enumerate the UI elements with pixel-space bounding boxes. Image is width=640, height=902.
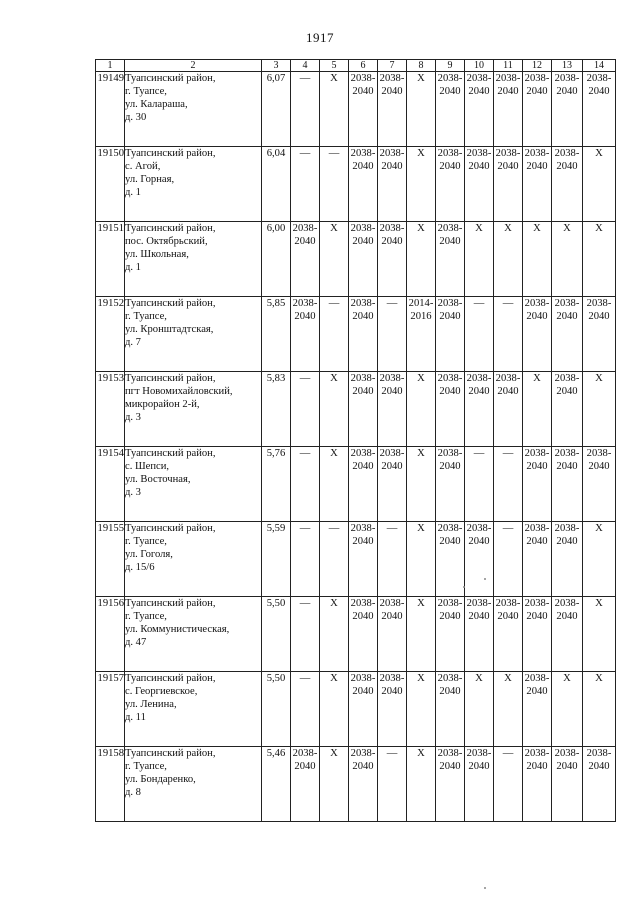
value-cell: 2038- 2040 xyxy=(378,372,407,447)
cost-cell: 5,59 xyxy=(262,522,291,597)
address-line: Туапсинский район, xyxy=(125,448,216,459)
value-cell: — xyxy=(291,72,320,147)
value-cell: 2038- 2040 xyxy=(552,297,583,372)
value-cell: — xyxy=(378,297,407,372)
address-line: Туапсинский район, xyxy=(125,373,216,384)
value-cell: 2038- 2040 xyxy=(436,672,465,747)
value-cell: X xyxy=(465,222,494,297)
address-cell xyxy=(125,447,262,522)
address-line: г. Туапсе, xyxy=(125,311,167,322)
address-cell xyxy=(125,222,262,297)
value-cell: — xyxy=(291,522,320,597)
scan-speck xyxy=(484,578,486,580)
value-cell: X xyxy=(407,447,436,522)
value-cell: 2038- 2040 xyxy=(523,447,552,522)
row-number: 19157 xyxy=(96,672,125,747)
column-header: 12 xyxy=(523,60,552,72)
address-line: д. 7 xyxy=(125,337,141,348)
value-cell: 2038- 2040 xyxy=(465,72,494,147)
cost-cell: 5,85 xyxy=(262,297,291,372)
address-cell xyxy=(125,372,262,447)
value-cell: 2038- 2040 xyxy=(465,747,494,822)
address-line: д. 47 xyxy=(125,637,147,648)
column-header: 6 xyxy=(349,60,378,72)
value-cell: 2014- 2016 xyxy=(407,297,436,372)
value-cell: 2038- 2040 xyxy=(378,72,407,147)
value-cell: 2038- 2040 xyxy=(552,147,583,222)
row-number: 19154 xyxy=(96,447,125,522)
value-cell: X xyxy=(583,597,616,672)
address-line: микрорайон 2-й, xyxy=(125,399,200,410)
value-cell: 2038- 2040 xyxy=(349,597,378,672)
value-cell: X xyxy=(583,372,616,447)
table-row xyxy=(96,297,616,372)
value-cell: X xyxy=(494,222,523,297)
address-line: д. 11 xyxy=(125,712,146,723)
value-cell: — xyxy=(320,297,349,372)
value-cell: 2038- 2040 xyxy=(436,522,465,597)
cost-cell: 5,76 xyxy=(262,447,291,522)
value-cell: X xyxy=(407,372,436,447)
value-cell: 2038- 2040 xyxy=(523,522,552,597)
address-line: г. Туапсе, xyxy=(125,86,167,97)
column-header: 9 xyxy=(436,60,465,72)
value-cell: 2038- 2040 xyxy=(349,522,378,597)
row-number: 19149 xyxy=(96,72,125,147)
value-cell: 2038- 2040 xyxy=(378,672,407,747)
value-cell: 2038- 2040 xyxy=(291,222,320,297)
value-cell: — xyxy=(378,747,407,822)
table-row xyxy=(96,672,616,747)
value-cell: 2038- 2040 xyxy=(436,147,465,222)
address-cell xyxy=(125,72,262,147)
address-line: д. 3 xyxy=(125,487,141,498)
value-cell: X xyxy=(583,522,616,597)
cost-cell: 5,50 xyxy=(262,597,291,672)
table-row xyxy=(96,72,616,147)
value-cell: 2038- 2040 xyxy=(378,147,407,222)
column-header: 14 xyxy=(583,60,616,72)
value-cell: 2038- 2040 xyxy=(436,747,465,822)
address-line: ул. Кронштадтская, xyxy=(125,324,214,335)
value-cell: X xyxy=(523,222,552,297)
address-line: Туапсинский район, xyxy=(125,223,216,234)
value-cell: 2038- 2040 xyxy=(349,297,378,372)
address-line: ул. Школьная, xyxy=(125,249,189,260)
value-cell: X xyxy=(407,747,436,822)
address-line: ул. Бондаренко, xyxy=(125,774,196,785)
column-header: 2 xyxy=(125,60,262,72)
value-cell: — xyxy=(465,297,494,372)
address-line: с. Георгиевское, xyxy=(125,686,198,697)
value-cell: 2038- 2040 xyxy=(494,597,523,672)
address-line: с. Агой, xyxy=(125,161,161,172)
value-cell: 2038- 2040 xyxy=(465,597,494,672)
value-cell: 2038- 2040 xyxy=(436,597,465,672)
column-header: 13 xyxy=(552,60,583,72)
value-cell: 2038- 2040 xyxy=(349,147,378,222)
value-cell: X xyxy=(407,147,436,222)
value-cell: 2038- 2040 xyxy=(552,747,583,822)
value-cell: X xyxy=(465,672,494,747)
address-cell xyxy=(125,297,262,372)
address-line: Туапсинский район, xyxy=(125,523,216,534)
value-cell: 2038- 2040 xyxy=(436,72,465,147)
value-cell: 2038- 2040 xyxy=(583,72,616,147)
value-cell: — xyxy=(291,447,320,522)
value-cell: 2038- 2040 xyxy=(583,447,616,522)
value-cell: 2038- 2040 xyxy=(523,147,552,222)
column-header: 8 xyxy=(407,60,436,72)
address-line: д. 30 xyxy=(125,112,147,123)
value-cell: X xyxy=(494,672,523,747)
table-row xyxy=(96,447,616,522)
value-cell: 2038- 2040 xyxy=(523,72,552,147)
address-cell xyxy=(125,747,262,822)
value-cell: 2038- 2040 xyxy=(523,672,552,747)
row-number: 19153 xyxy=(96,372,125,447)
value-cell: — xyxy=(378,522,407,597)
value-cell: 2038- 2040 xyxy=(552,72,583,147)
value-cell: 2038- 2040 xyxy=(349,672,378,747)
value-cell: 2038- 2040 xyxy=(523,597,552,672)
scan-speck xyxy=(463,586,465,588)
address-cell xyxy=(125,597,262,672)
value-cell: 2038- 2040 xyxy=(494,147,523,222)
address-line: Туапсинский район, xyxy=(125,148,216,159)
header-row xyxy=(96,60,616,72)
address-line: Туапсинский район, xyxy=(125,73,216,84)
value-cell: 2038- 2040 xyxy=(436,447,465,522)
value-cell: 2038- 2040 xyxy=(378,222,407,297)
value-cell: 2038- 2040 xyxy=(523,297,552,372)
address-line: г. Туапсе, xyxy=(125,761,167,772)
value-cell: X xyxy=(320,597,349,672)
value-cell: 2038- 2040 xyxy=(465,147,494,222)
address-line: пос. Октябрьский, xyxy=(125,236,208,247)
address-line: ул. Калараша, xyxy=(125,99,188,110)
value-cell: — xyxy=(494,522,523,597)
cost-cell: 5,83 xyxy=(262,372,291,447)
value-cell: X xyxy=(320,747,349,822)
value-cell: — xyxy=(291,147,320,222)
address-line: д. 1 xyxy=(125,187,141,198)
value-cell: 2038- 2040 xyxy=(436,297,465,372)
table-row xyxy=(96,747,616,822)
value-cell: 2038- 2040 xyxy=(291,297,320,372)
value-cell: 2038- 2040 xyxy=(494,72,523,147)
value-cell: 2038- 2040 xyxy=(465,372,494,447)
value-cell: X xyxy=(320,222,349,297)
value-cell: 2038- 2040 xyxy=(349,372,378,447)
page-number: 1917 xyxy=(306,30,334,45)
address-line: ул. Ленина, xyxy=(125,699,177,710)
table-row xyxy=(96,522,616,597)
address-line: г. Туапсе, xyxy=(125,611,167,622)
value-cell: 2038- 2040 xyxy=(583,747,616,822)
value-cell: 2038- 2040 xyxy=(583,297,616,372)
address-line: г. Туапсе, xyxy=(125,536,167,547)
value-cell: — xyxy=(465,447,494,522)
column-header: 7 xyxy=(378,60,407,72)
value-cell: 2038- 2040 xyxy=(552,447,583,522)
address-line: ул. Коммунистическая, xyxy=(125,624,230,635)
row-number: 19152 xyxy=(96,297,125,372)
column-header: 3 xyxy=(262,60,291,72)
value-cell: X xyxy=(583,222,616,297)
value-cell: 2038- 2040 xyxy=(349,747,378,822)
value-cell: 2038- 2040 xyxy=(291,747,320,822)
address-cell xyxy=(125,522,262,597)
address-line: д. 8 xyxy=(125,787,141,798)
value-cell: 2038- 2040 xyxy=(552,522,583,597)
value-cell: X xyxy=(552,222,583,297)
column-header: 10 xyxy=(465,60,494,72)
row-number: 19155 xyxy=(96,522,125,597)
table-row xyxy=(96,597,616,672)
value-cell: X xyxy=(583,672,616,747)
value-cell: 2038- 2040 xyxy=(465,522,494,597)
address-line: д. 1 xyxy=(125,262,141,273)
address-line: д. 15/6 xyxy=(125,562,155,573)
address-cell xyxy=(125,672,262,747)
value-cell: 2038- 2040 xyxy=(494,372,523,447)
address-line: Туапсинский район, xyxy=(125,598,216,609)
cost-cell: 5,50 xyxy=(262,672,291,747)
cost-cell: 5,46 xyxy=(262,747,291,822)
value-cell: X xyxy=(407,222,436,297)
value-cell: 2038- 2040 xyxy=(378,597,407,672)
value-cell: — xyxy=(494,747,523,822)
scan-speck xyxy=(484,887,486,889)
value-cell: 2038- 2040 xyxy=(436,222,465,297)
value-cell: 2038- 2040 xyxy=(349,72,378,147)
value-cell: 2038- 2040 xyxy=(436,372,465,447)
table-row xyxy=(96,222,616,297)
column-header: 11 xyxy=(494,60,523,72)
address-line: д. 3 xyxy=(125,412,141,423)
row-number: 19158 xyxy=(96,747,125,822)
cost-cell: 6,04 xyxy=(262,147,291,222)
value-cell: 2038- 2040 xyxy=(349,222,378,297)
address-line: Туапсинский район, xyxy=(125,748,216,759)
address-line: Туапсинский район, xyxy=(125,673,216,684)
address-line: ул. Горная, xyxy=(125,174,175,185)
address-cell xyxy=(125,147,262,222)
value-cell: 2038- 2040 xyxy=(552,597,583,672)
column-header: 5 xyxy=(320,60,349,72)
value-cell: — xyxy=(291,372,320,447)
row-number: 19151 xyxy=(96,222,125,297)
value-cell: — xyxy=(494,297,523,372)
value-cell: — xyxy=(320,147,349,222)
value-cell: X xyxy=(407,522,436,597)
value-cell: — xyxy=(291,672,320,747)
table-row xyxy=(96,147,616,222)
value-cell: — xyxy=(291,597,320,672)
value-cell: X xyxy=(320,672,349,747)
value-cell: 2038- 2040 xyxy=(378,447,407,522)
cost-cell: 6,07 xyxy=(262,72,291,147)
capital-repair-table xyxy=(95,59,616,822)
value-cell: X xyxy=(320,72,349,147)
cost-cell: 6,00 xyxy=(262,222,291,297)
column-header: 4 xyxy=(291,60,320,72)
value-cell: X xyxy=(583,147,616,222)
value-cell: X xyxy=(320,372,349,447)
table-row xyxy=(96,372,616,447)
value-cell: X xyxy=(407,597,436,672)
address-line: Туапсинский район, xyxy=(125,298,216,309)
address-line: ул. Восточная, xyxy=(125,474,191,485)
address-line: ул. Гоголя, xyxy=(125,549,173,560)
address-line: с. Шепси, xyxy=(125,461,170,472)
value-cell: X xyxy=(552,672,583,747)
value-cell: X xyxy=(407,672,436,747)
row-number: 19156 xyxy=(96,597,125,672)
value-cell: 2038- 2040 xyxy=(349,447,378,522)
value-cell: X xyxy=(407,72,436,147)
value-cell: 2038- 2040 xyxy=(552,372,583,447)
value-cell: — xyxy=(320,522,349,597)
row-number: 19150 xyxy=(96,147,125,222)
value-cell: X xyxy=(523,372,552,447)
value-cell: — xyxy=(494,447,523,522)
value-cell: X xyxy=(320,447,349,522)
column-header: 1 xyxy=(96,60,125,72)
value-cell: 2038- 2040 xyxy=(523,747,552,822)
address-line: пгт Новомихайловский, xyxy=(125,386,233,397)
